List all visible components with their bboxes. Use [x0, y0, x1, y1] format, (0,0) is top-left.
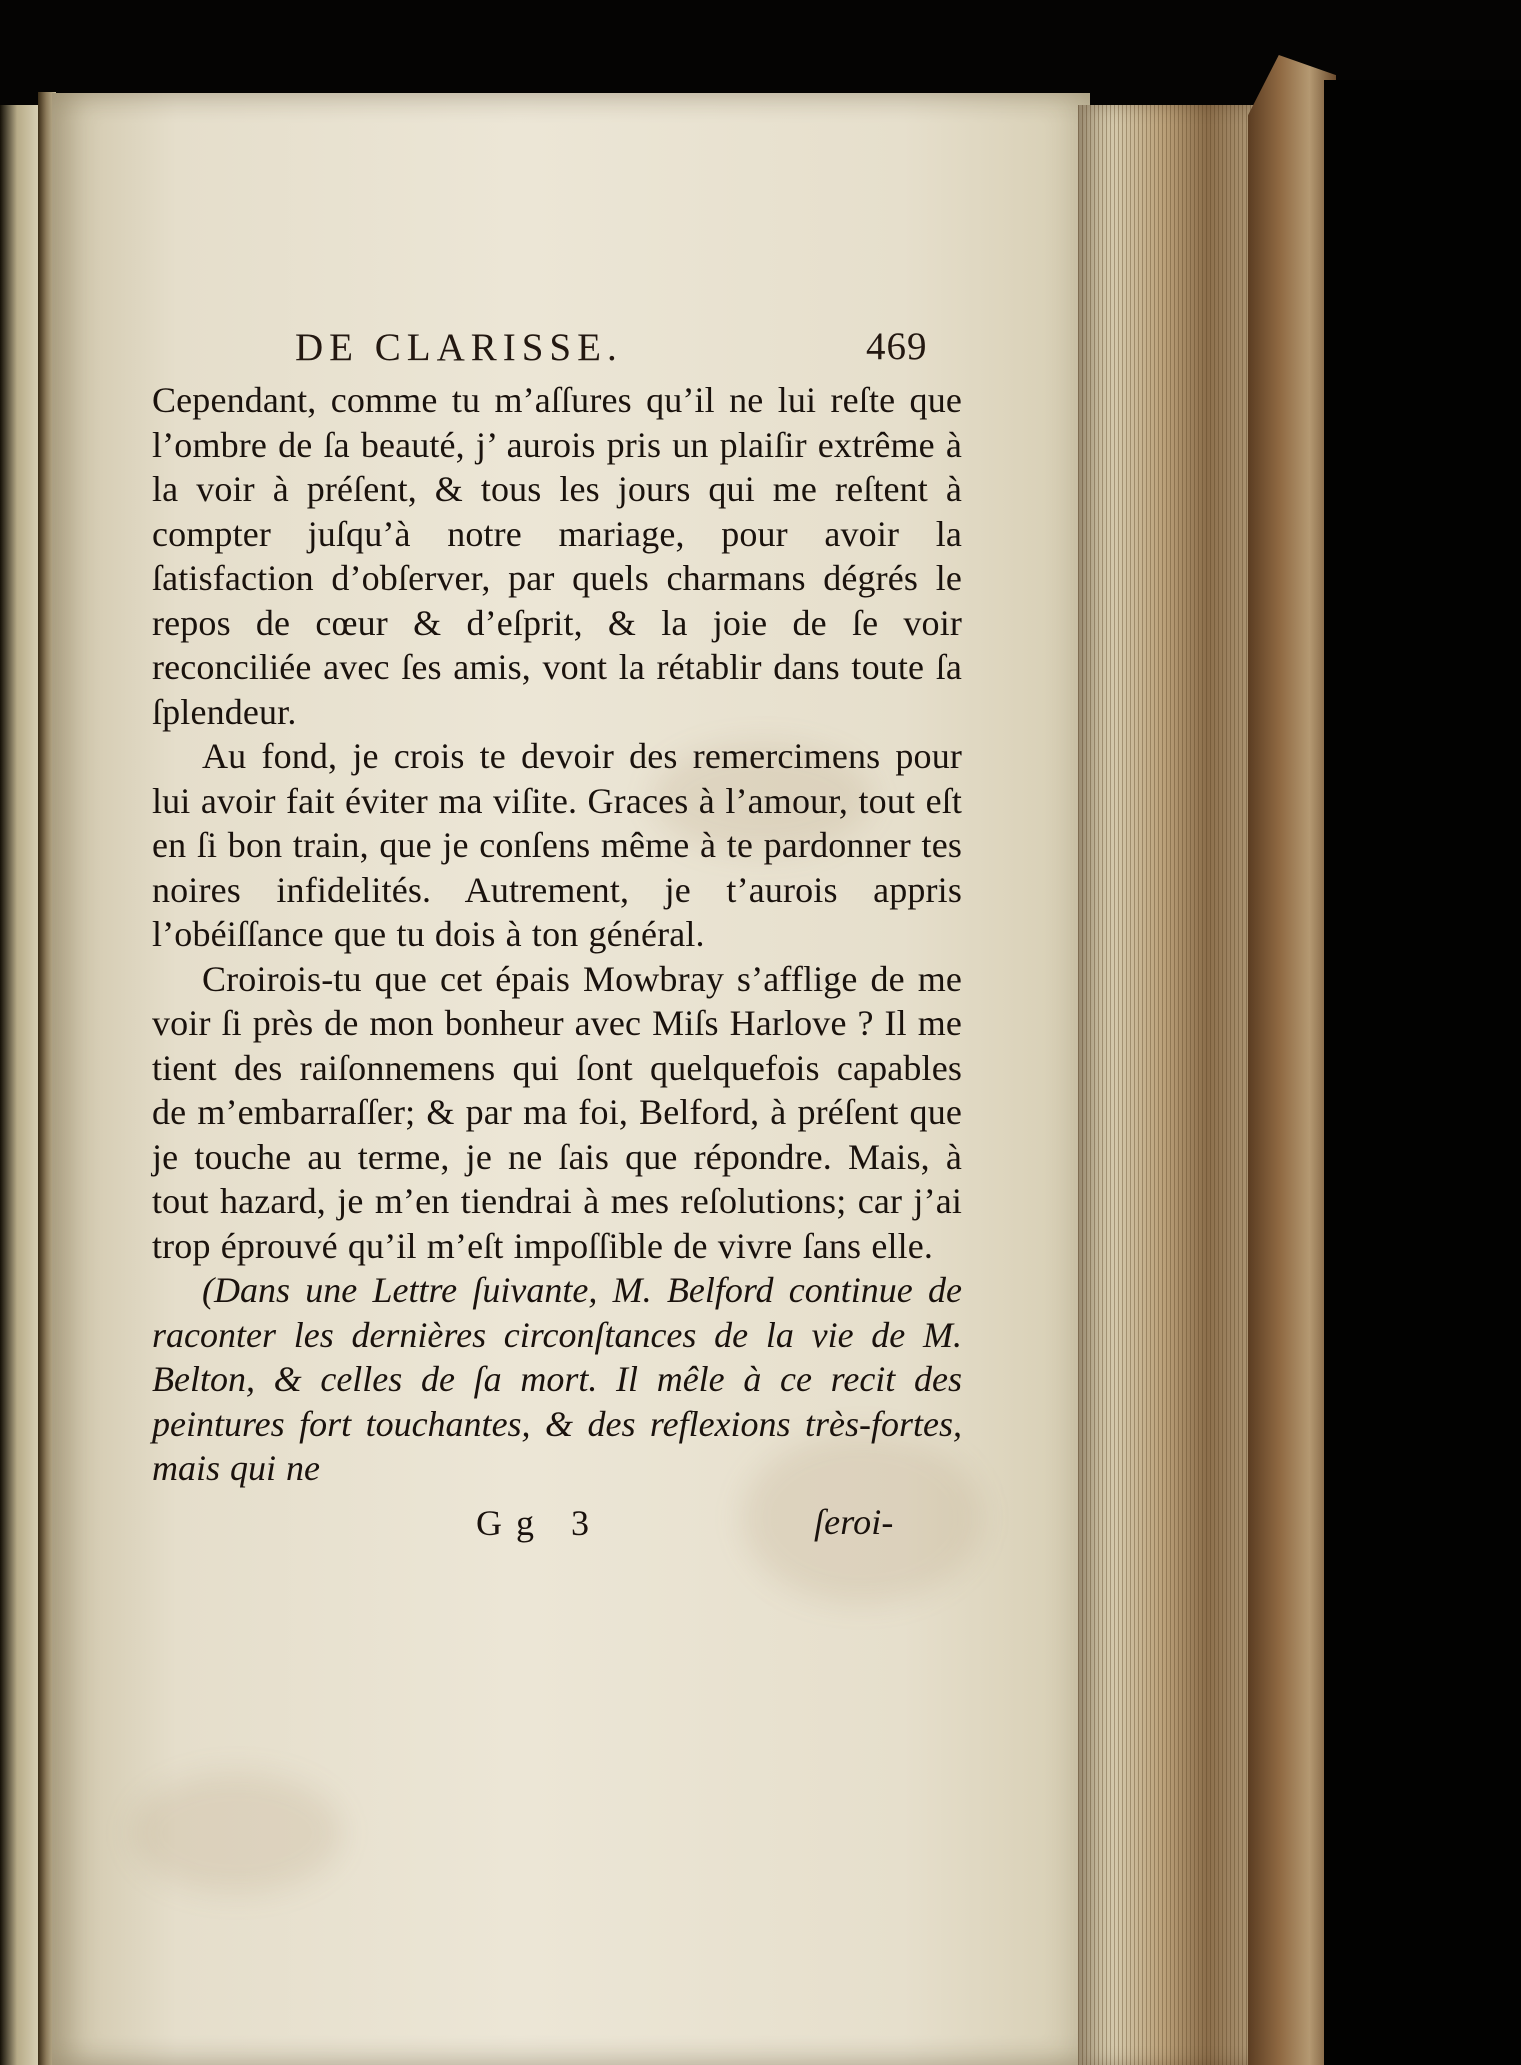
paragraph: Croirois-tu que cet épais Mowbray s’afflige de me voir ſi près de mon bonheur avec Miſs Harlove ? Il me tient des raiſonnemens qui ſont quelquefois capables de m’embarraſſer; & par ma foi, Belford, à préſent que je touche au terme, je ne ſais que répondre. Mais, à tout hazard, je m’en tiendrai à mes reſolutions; car j’ai trop éprouvé qu’il m’eſt impoſſible de vivre ſans elle. [152, 958, 962, 1266]
left-page-edge [0, 105, 38, 2065]
running-head: DE CLARISSE. [295, 326, 623, 369]
right-book-page [52, 93, 1090, 2065]
book-cover-edge [1248, 55, 1336, 2065]
dark-background-right [1324, 80, 1521, 2065]
italic-editorial-note: (Dans une Lettre ſuivante, M. Belford continue de raconter les dernières circonſtances de la vie de M. Belton, & celles de ſa mort. Il mêle à ce recit des peintures fort touchantes, & des reflexions très-fortes, mais qui ne [152, 1270, 962, 1488]
paper-stain [132, 1773, 342, 1893]
paragraph: Cependant, comme tu m’aſſures qu’il ne lui reſte que l’ombre de ſa beauté, j’ aurois pris un plaiſir extrême à la voir à préſent, & tous les jours qui me reſtent à compter juſqu’à notre mariage, pour avoir la ſatisfaction d’obſerver, par quels charmans dégrés le repos de cœur & d’eſprit, & la joie de ſe voir reconciliée avec ſes amis, vont la rétablir dans toute ſa ſplendeur. [152, 380, 962, 732]
signature-mark: Gg 3 [476, 1502, 603, 1543]
page-number: 469 [866, 325, 928, 368]
catchword: ſeroi- [814, 1501, 894, 1542]
page-footer [152, 1497, 962, 1567]
paragraph: Au fond, je crois te devoir des remercimens pour lui avoir fait éviter ma viſite. Graces à l’amour, tout eſt en ſi bon train, que je conſens même à te pardonner tes noires infidelités. Autrement, je t’aurois appris l’obéiſſance que tu dois à ton général. [152, 736, 962, 954]
page-text-block [152, 298, 962, 1567]
page-header [152, 298, 962, 378]
